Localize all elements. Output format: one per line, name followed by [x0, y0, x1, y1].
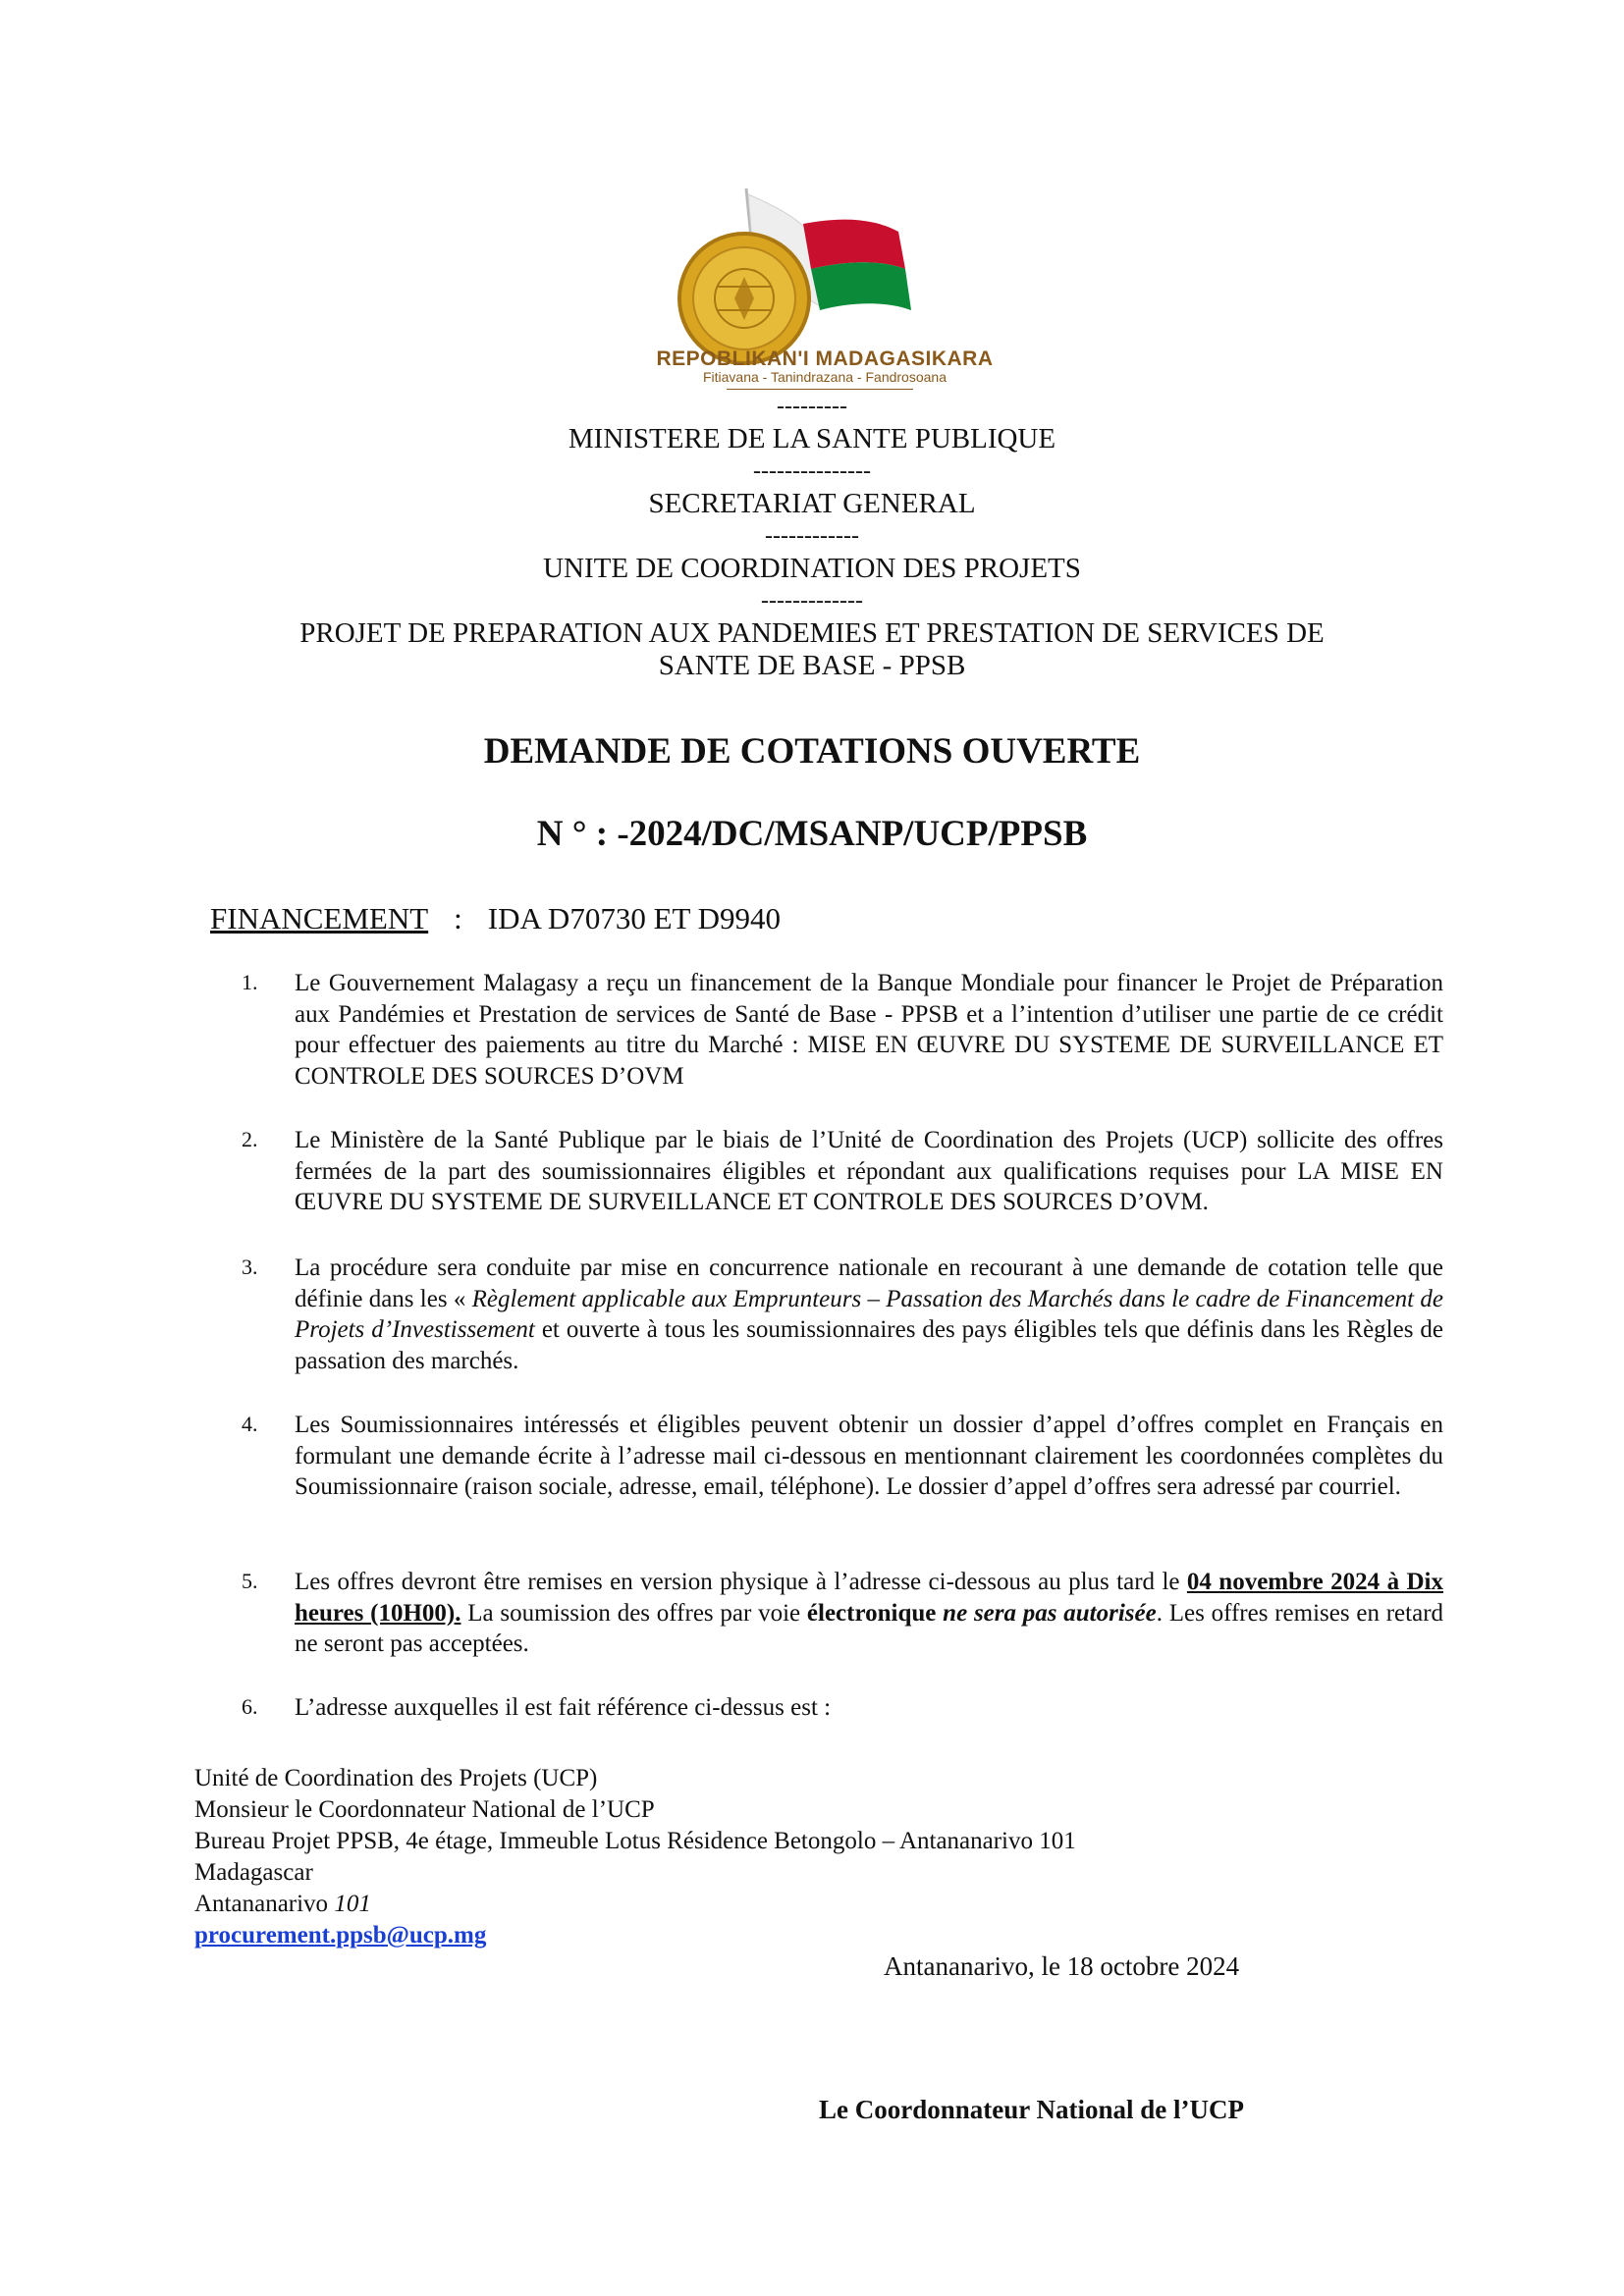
address-line: Unité de Coordination des Projets (UCP) — [194, 1765, 598, 1791]
list-item-number: 4. — [242, 1412, 258, 1436]
financement-value: IDA D70730 ET D9940 — [487, 901, 782, 935]
emblem-divider — [727, 389, 913, 390]
address-city-code: 101 — [334, 1891, 371, 1917]
project-name-line2: SANTE DE BASE - PPSB — [658, 650, 966, 681]
address-line: Bureau Projet PPSB, 4e étage, Immeuble Lotus Résidence Betongolo – Antananarivo 101 — [194, 1828, 1076, 1854]
list-item-number: 2. — [242, 1127, 258, 1151]
document-header — [137, 391, 1487, 682]
list-item-text — [295, 1567, 1443, 1660]
emblem-title: REPOBLIKAN'I MADAGASIKARA — [656, 347, 994, 370]
electronic-word: électronique — [806, 1599, 937, 1627]
emblem-motto: Fitiavana - Tanindrazana - Fandrosoana — [702, 369, 947, 385]
address-line: Madagascar — [194, 1859, 313, 1886]
financement-line — [210, 901, 781, 936]
address-line: Monsieur le Coordonnateur National de l’UCP — [194, 1796, 655, 1823]
financement-colon: : — [454, 901, 462, 935]
header-separator: --------------- — [753, 458, 871, 484]
address-city: Antananarivo — [194, 1891, 329, 1917]
header-separator: ------------ — [765, 523, 859, 549]
list-item-number: 1. — [242, 970, 258, 994]
signatory: Le Coordonnateur National de l’UCP — [819, 2095, 1245, 2124]
item-text-part: et ouverte à tous les soumissionnaires des pays éligibles tels que définis dans les Règles de passation des marchés. — [295, 1316, 1443, 1374]
place-and-date: Antananarivo, le 18 octobre 2024 — [884, 1951, 1240, 1981]
list-item-number: 6. — [242, 1694, 258, 1719]
item-text-part: . Les offres remises en retard ne seront pas acceptées. — [295, 1599, 1444, 1658]
project-name-line1: PROJET DE PREPARATION AUX PANDEMIES ET PRESTATION DE SERVICES DE — [299, 617, 1325, 649]
address-city-line — [194, 1889, 1076, 1920]
header-separator: --------- — [777, 394, 847, 419]
secretariat-name: SECRETARIAT GENERAL — [648, 488, 976, 519]
unit-name: UNITE DE COORDINATION DES PROJETS — [543, 553, 1081, 584]
ministry-name: MINISTERE DE LA SANTE PUBLIQUE — [568, 423, 1056, 454]
list-item-text — [295, 1253, 1443, 1376]
financement-label: FINANCEMENT — [210, 901, 429, 935]
contact-address — [194, 1763, 1076, 1951]
list-item-text: Les Soumissionnaires intéressés et éligibles peuvent obtenir un dossier d’appel d’offres complet en Français en formulant une demande écrite à l’adresse mail ci-dessous en mentionnant clairement les coordonnées complètes du Soumissionnaire (raison sociale, adresse, email, téléphone). Le dossier d’appel d’offres sera adressé par courriel. — [295, 1412, 1443, 1501]
item-text-part: La soumission des offres par voie — [460, 1599, 807, 1627]
list-item-number: 3. — [242, 1255, 258, 1279]
document-title: DEMANDE DE COTATIONS OUVERTE — [483, 731, 1141, 772]
submission-deadline: 04 novembre 2024 à Dix heures (10H00). — [295, 1569, 1443, 1627]
item-text-part: La procédure sera conduite par mise en concurrence nationale en recourant à une demande de cotation telle que définie dans les « — [295, 1255, 1443, 1312]
list-item-number: 5. — [242, 1569, 258, 1593]
document-number: N ° : -2024/DC/MSANP/UCP/PPSB — [536, 814, 1088, 854]
list-item-text: Le Ministère de la Santé Publique par le biais de l’Unité de Coordination des Projets (UCP) sollicite des offres fermées de la part des soumissionnaires éligibles et répondant aux qualifications requises pour LA MISE EN ŒUVRE DU SYSTEME DE SURVEILLANCE ET CONTROLE DES SOURCES D’OVM. — [295, 1127, 1443, 1216]
list-item-text: L’adresse auxquelles il est fait référence ci-dessus est : — [295, 1694, 832, 1721]
regulation-title: Règlement applicable aux Emprunteurs – Passation des Marchés dans le cadre de Financement de Projets d’Investissement — [295, 1285, 1443, 1344]
procurement-email-link[interactable]: procurement.ppsb@ucp.mg — [194, 1922, 487, 1949]
not-allowed-phrase: ne sera pas autorisée — [943, 1599, 1157, 1627]
header-separator: ------------- — [761, 588, 863, 614]
list-item-text: Le Gouvernement Malagasy a reçu un financement de la Banque Mondiale pour financer le Projet de Préparation aux Pandémies et Prestation de services de Santé de Base - PPSB et a l’intention d’utiliser une partie de ce crédit pour effectuer des paiements au titre du Marché : MISE EN ŒUVRE DU SYSTEME DE SURVEILLANCE ET CONTROLE DES SOURCES D’OVM — [295, 970, 1443, 1090]
item-text-part: Les offres devront être remises en version physique à l’adresse ci-dessous au plus tard le — [295, 1569, 1187, 1595]
